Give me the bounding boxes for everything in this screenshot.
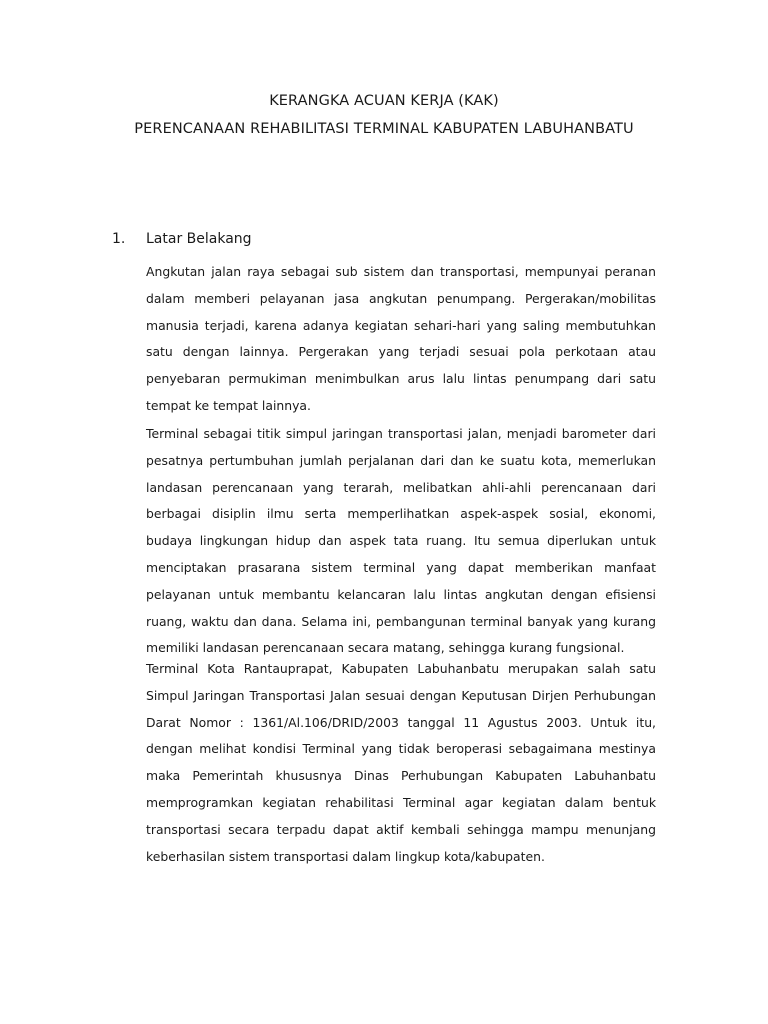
section-heading xyxy=(112,231,252,247)
paragraph: Terminal sebagai titik simpul jaringan transportasi jalan, menjadi barometer dari pesatnya pertumbuhan jumlah perjalanan dari dan ke suatu kota, memerlukan landasan perencanaan yang terarah, melibatkan ahli-ahli perencanaan dari berbagai disiplin ilmu serta memperlihatkan aspek-aspek sosial, ekonomi, budaya lingkungan hidup dan aspek tata ruang. Itu semua diperlukan untuk menciptakan prasarana sistem terminal yang dapat memberikan manfaat pelayanan untuk membantu kelancaran lalu lintas angkutan dengan efisiensi ruang, waktu dan dana. Selama ini, pembangunan terminal banyak yang kurang memiliki landasan perencanaan secara matang, sehingga kurang fungsional. xyxy=(146,426,656,656)
section-title: Latar Belakang xyxy=(146,231,252,247)
document-subtitle: PERENCANAAN REHABILITASI TERMINAL KABUPATEN LABUHANBATU xyxy=(134,121,634,137)
paragraph: Angkutan jalan raya sebagai sub sistem dan transportasi, mempunyai peranan dalam memberi pelayanan jasa angkutan penumpang. Pergerakan/mobilitas manusia terjadi, karena adanya kegiatan sehari-hari yang saling membutuhkan satu dengan lainnya. Pergerakan yang terjadi sesuai pola perkotaan atau penyebaran permukiman menimbulkan arus lalu lintas penumpang dari satu tempat ke tempat lainnya. xyxy=(146,264,656,413)
document-title: KERANGKA ACUAN KERJA (KAK) xyxy=(269,93,499,109)
paragraph: Terminal Kota Rantauprapat, Kabupaten Labuhanbatu merupakan salah satu Simpul Jaringan Transportasi Jalan sesuai dengan Keputusan Dirjen Perhubungan Darat Nomor : 1361/Al.106/DRID/2003 tanggal 11 Agustus 2003. Untuk itu, dengan melihat kondisi Terminal yang tidak beroperasi sebagaimana mestinya maka Pemerintah khususnya Dinas Perhubungan Kabupaten Labuhanbatu memprogramkan kegiatan rehabilitasi Terminal agar kegiatan dalam bentuk transportasi secara terpadu dapat aktif kembali sehingga mampu menunjang keberhasilan sistem transportasi dalam lingkup kota/kabupaten. xyxy=(146,661,656,864)
section-number: 1. xyxy=(112,231,126,247)
